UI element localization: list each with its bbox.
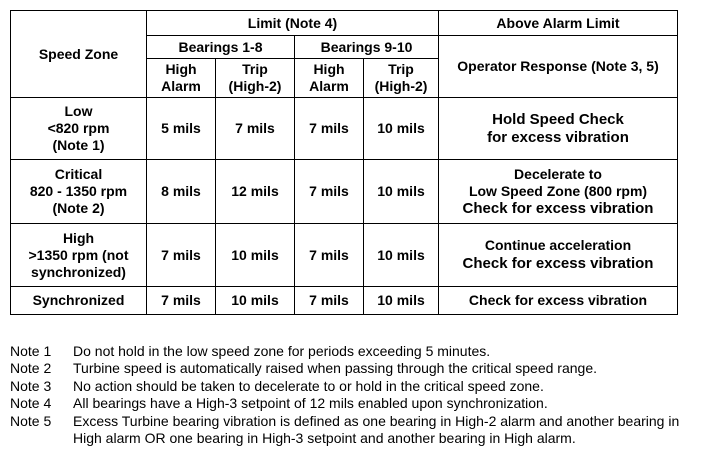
b18-trip-cell: 7 mils: [216, 98, 295, 160]
note-text: All bearings have a High-3 setpoint of 12 mils enabled upon synchronization.: [73, 395, 548, 412]
note-text: Excess Turbine bearing vibration is defined as one bearing in High-2 alarm and another bearing in High alarm OR one bearing in High-3 setpoint and another bearing in High alarm.: [73, 412, 680, 447]
notes-section: [10, 343, 706, 447]
note-text: No action should be taken to decelerate to or hold in the critical speed zone.: [73, 377, 544, 394]
b910-high-alarm-header: High Alarm: [295, 59, 364, 98]
operator-response-header: Operator Response (Note 3, 5): [439, 36, 678, 98]
vibration-limits-table: [10, 10, 678, 315]
note-item: [10, 343, 706, 360]
table-row: [11, 160, 678, 224]
note-label: Note 2: [10, 360, 52, 377]
speed-zone-cell: Low <820 rpm (Note 1): [11, 98, 147, 160]
bearings-9-10-header: Bearings 9-10: [295, 36, 439, 59]
note-text: Turbine speed is automatically raised when passing through the critical speed range.: [73, 360, 598, 377]
b910-trip-cell: 10 mils: [364, 224, 439, 287]
operator-response-cell: [439, 160, 678, 224]
table-row: [11, 224, 678, 287]
note-label: Note 1: [10, 343, 52, 359]
note-item: [10, 395, 706, 412]
b18-alarm-cell: 7 mils: [147, 224, 216, 287]
response-line-secondary: Check for excess vibration: [462, 254, 654, 272]
b18-trip-cell: 10 mils: [216, 287, 295, 315]
note-item: [10, 413, 706, 448]
b910-trip-cell: 10 mils: [364, 160, 439, 224]
speed-zone-cell: Synchronized: [11, 287, 147, 315]
b910-alarm-cell: 7 mils: [295, 98, 364, 160]
operator-response-cell: Hold Speed Check for excess vibration: [439, 98, 678, 160]
b18-trip-header: Trip (High-2): [216, 59, 295, 98]
note-label: Note 3: [10, 377, 52, 394]
table-row: [11, 98, 678, 160]
b910-alarm-cell: 7 mils: [295, 287, 364, 315]
b18-alarm-cell: 5 mils: [147, 98, 216, 160]
bearings-1-8-header: Bearings 1-8: [147, 36, 295, 59]
b18-trip-cell: 12 mils: [216, 160, 295, 224]
table-row: [11, 287, 678, 315]
b18-high-alarm-header: High Alarm: [147, 59, 216, 98]
response-line-primary: Decelerate to Low Speed Zone (800 rpm): [468, 165, 648, 199]
speed-zone-cell: High >1350 rpm (not synchronized): [11, 224, 147, 287]
b910-trip-cell: 10 mils: [364, 98, 439, 160]
response-line-secondary: Check for excess vibration: [462, 199, 654, 217]
speed-zone-cell: Critical 820 - 1350 rpm (Note 2): [11, 160, 147, 224]
note-text: Do not hold in the low speed zone for periods exceeding 5 minutes.: [73, 343, 491, 359]
note-item: [10, 360, 706, 377]
b910-alarm-cell: 7 mils: [295, 160, 364, 224]
b910-alarm-cell: 7 mils: [295, 224, 364, 287]
above-alarm-header: Above Alarm Limit: [439, 11, 678, 36]
note-label: Note 4: [10, 395, 52, 412]
response-line-primary: Continue acceleration: [484, 236, 632, 253]
b18-trip-cell: 10 mils: [216, 224, 295, 287]
b910-trip-cell: 10 mils: [364, 287, 439, 315]
operator-response-cell: [439, 224, 678, 287]
b910-trip-header: Trip (High-2): [364, 59, 439, 98]
operator-response-cell: Check for excess vibration: [439, 287, 678, 315]
note-item: [10, 378, 706, 395]
speed-zone-header: Speed Zone: [11, 11, 147, 98]
b18-alarm-cell: 8 mils: [147, 160, 216, 224]
b18-alarm-cell: 7 mils: [147, 287, 216, 315]
limit-header: Limit (Note 4): [147, 11, 439, 36]
note-label: Note 5: [10, 412, 52, 429]
